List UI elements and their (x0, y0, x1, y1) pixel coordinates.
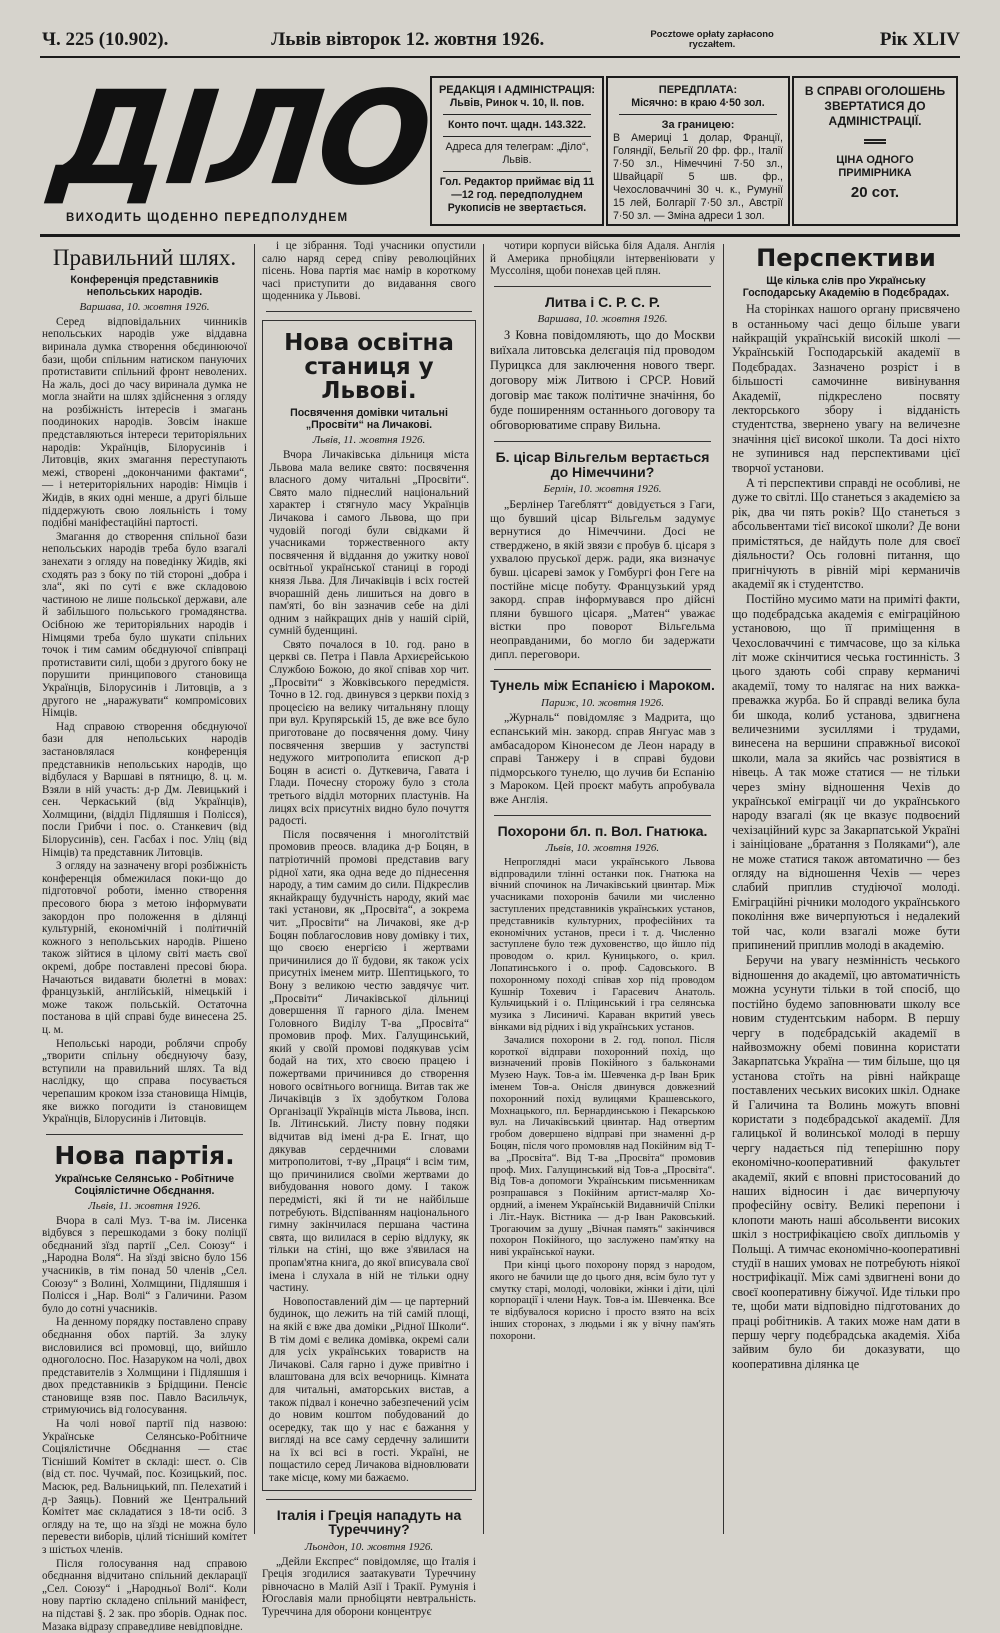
separator (494, 669, 711, 670)
article-paragraph: і це зібрання. Тоді учасники опустили салю наряд серед співу революційних пісень. Нова партія має намір в короткому часі приступити до видавання свого щоденника у Львові. (262, 240, 476, 303)
article-subtitle: Посвячення домівки читальні „Просвіти“ на Личакові. (290, 407, 448, 432)
column-4 (732, 240, 960, 1540)
article-dateline: Париж, 10. жовтня 1926. (541, 696, 664, 709)
separator (494, 815, 711, 816)
article-paragraph: На сторінках нашого органу присвячено в останньому часі дещо більше уваги найкращій українській високій школі — Українській Господарській академії в Подєбрадах. Зазначено розріст і в більшості самочинне вивінування Академії, підкреслено посвяту лекторського збору і відданість студентства, звернено увагу на величезне значіння цієї високої школи. Та досі ніхто не зупинився над перспективами цієї творчої установи. (732, 302, 960, 475)
article-dateline: Варшава, 10. жовтня 1926. (537, 313, 668, 326)
ornament (864, 139, 886, 144)
separator (266, 1499, 472, 1500)
article-subtitle: Ще кілька слів про Українську Господарську Академію в Подєбрадах. (742, 275, 950, 300)
article-paragraph: При кінці цього похорону поряд з народом, якого не бачили ще до цього дня, всім було тут у смутку старі, молоді, чоловіки, жінки і діти, цілі корпорації і члени Наук. Тов-а ім. Шевченка. Все те відбувалося корисно і просто взято на всіх інших сторонах, з людьми і як у вічну пам'ять похорони. (490, 1259, 715, 1342)
article-paragraph: З Ковна повідомляють, що до Москви виїхала литовська делєгація під проводом Пурицкса для заключення нового тверг. договору між Литвою і СРСР. Новий договір має також політичне значіння, бо буде поширенням останнього договору та обговорюватиме справу Вильна. (490, 328, 715, 433)
article-paragraph: Після посвячення і многолітствій промовив преосв. владика д-р Боцян, в патріотичній промові представив вагу рідної хати, яка одна веде до піднесення народу, а тим самим до сили. Підкреслив якнайкращу будучність народу, який має такі установи, як „Просвіта“, а зокрема чит. „Просвіти“ на Личакові, яке д-р Боцян поблагословив нову домівку і тих, що своєю енергією і жертвами причинилися до її будови, як також усіх присутніх іменем митр. Шептицького, то Вону з великою честю завдячує чит. „Просвіти“ Личаківської дільниці довершення її гарного діла. Іменем Головного Виділу Т-ва „Просвіта“ промовив проф. Мих. Галущинський, який у своїй промові подякував усім бодай на тих, хто своєю працею і пожертвами причинився до створення нового освітнього вогнища. Витав так же Личаківців з їх здобутком Голова Організації Українців міста Львова, інсп. Ів. Літинський. Листу повну подяки відчитав від імені д-ра Е. Ігнат, що дякував сердечними словами митрополитові, т-ву „Праця“ і всім тим, що причинилися своїми жертвами до вибудовання нового дому. І також передмісті, які й ти не найбільше потребують. Відспіванням національного гимну закінчилася першана частина свята, що вилилася в серію відлуку, як тільки на стіні, що вже з'явилася на пропам'ятна книга, до якої вписувала свої імена і слухала в ній не тільки одну частину. (269, 828, 469, 1295)
column-2 (262, 240, 476, 1619)
newspaper-logo: ДІЛО (46, 63, 435, 215)
editorial-box (430, 76, 604, 226)
article-paragraph: Після голосування над справою обєднання відчитано спільний декларації „Сел. Союзу“ і „Народньої Волі“. Коли нову партію складено спільний маніфест, на підставі §. 2 зак. про зборів. Однак пос. Мазака відразу справедливе невідповідне. (42, 1557, 247, 1633)
article-paragraph: „Дейли Експрес“ повідомляє, що Італія і Греція згодилися заатакувати Туреччину рівночасно в Малій Азії і Тракії. Румунія і Югославія мали прнобіцяти невтральність. Туреччина для оборони концентрує (262, 1555, 476, 1619)
masthead (40, 63, 960, 232)
divider (443, 136, 591, 137)
column-rule (254, 244, 255, 1534)
column-3 (490, 240, 715, 1540)
editorial-manuscripts: Рукописів не звертається. (447, 202, 587, 214)
article-paragraph: Серед відповідальних чинників непольських народів уже віддавна виринала думка створення обєдинюючої бази, щоби спільним натиском пануючих протиставити спільний фронт неволених. На жаль, досі до часу виринала думка не могла знайти на шлях здійснення з огляду на розбіжність інтересів і змагань поодиноких народів. Зовсім інакше представляються інтереси територіяльних народів: Українців, Білорусинів і Литовців, яких змагання переступають межі, створені „докончаними фактами“, — і нетериторіяльних народів: Німців і Жидів, в яких одні менше, а другі більше піддержують свою лояльність і тому подібні маніфестаційні партості. (42, 315, 247, 530)
article-paragraph: Новопоставлений дім — це партерний будинок, що лежить на тій самій площі, на якій є вже два доміки „Рідної Школи“. В тім домі є велика домівка, окремі сали для усіх українських товариств на Личакові. Саля гарно і дуже привітно і влаштована для всіх вечорниць. Кімната для читальні, аматорських вистав, а також підвал і конечно забезпечений усім до новим коштом побудований до осередку, так що у нас є бажання у вигляді на все саму сердечну залишити на їх всі всі в гості. Україні, не пощастило серед Личакова відновлювати таке місце, кому ми бажаємо. (269, 1295, 469, 1485)
article-dateline: Берлін, 10. жовтня 1926. (543, 483, 662, 496)
postage-note: Pocztowe opłaty zapłacono ryczałtem. (650, 29, 774, 50)
editorial-address: Львів, Ринок ч. 10, II. пов. (449, 97, 585, 109)
separator (494, 286, 711, 287)
editorial-account: Конто почт. щадн. 143.322. (448, 119, 586, 131)
article-title: Литва і С. Р. С. Р. (544, 293, 661, 310)
issue-number: Ч. 225 (10.902). (42, 29, 169, 50)
article-paragraph: „Берлінер Тагеблятт“ довідується з Гаги, що бувший цісар Вільгельм задумує вернутися до Німеччини. Досі не стверджено, в якій звязи є пробув б. цісаря з ухвалою пруської держ. ради, яка визначує бувш. цісареві замок у Гомбургі фон Геге на постійне місце побуту. Французький уряд закорд. справ інформувався про дійсні пляни бувшого цісаря. „Матен“ уважає вістки про поворот Вільгельма неоправданими, бо могло би задержати дипл. переговори. (490, 497, 715, 661)
divider (619, 114, 777, 115)
article-paragraph: Постійно мусимо мати на приміті факти, що подєбрадська академія є еміграційною установою, що її приміщення в Чехословаччині є тимчасове, що за кілька літ може скінчитися чеська гостинність. З цього здають собі справу керманичі академії, тому то налягає на них важка-преважка журба. Бо й справді велика була би шкода, колиб установа, здвигнена величезними зусиллями і трудами, винесена на вершини справжньої високої школи, мала за якийсь час розвіятися в нівець. А так може статися — не тільки через зміну відношення Чехів до української еміграції чи до українського народу взагалі (як це вказує подвоєний чехізаційний курс за Закарпатськой Україні і заініціоване „братання з Поляками“), але не може статися також автоматично — без огляду на відношення Чехів — через слабий приплив студіючої молоді. Еміграційні річники молодого українського покоління вже вичерпуються і недалекий той час, коли взагалі може бути припинений приплив молоді в академію. (732, 592, 960, 953)
article-dateline: Варшава, 10. жовтня 1926. (79, 301, 210, 314)
article-title: Нова освітна станиця у Львові. (284, 329, 454, 405)
subscription-abroad-text: В Америці 1 долар, Франції, Голяндії, Бельгії 20 фр. фр., Італії 7·50 зл., Німеччині 7·50 зл., Швайцарії 5 шв. фр., Чехословаччині 30 ч. к., Румунії 15 лей, Болгарії 7·50 зл., Австрії 7·50 зл. — Зміна адреси 1 зол. (613, 132, 783, 222)
separator (266, 311, 472, 312)
advertising-box (792, 76, 958, 226)
article-subtitle: Конференція представників непольських народів. (70, 274, 219, 299)
editorial-heading: РЕДАКЦІЯ І АДМІНІСТРАЦІЯ: (438, 84, 596, 96)
article-title: Італія і Греція нападуть на Туреччину? (276, 1506, 462, 1538)
subscription-monthly: Місячно: в краю 4·50 зол. (631, 97, 765, 109)
divider (443, 114, 591, 115)
article-paragraph: Непроглядні маси українського Львова відпровадили тлінні останки пок. Гнатюка на вічний спочинок на Личаківський цвинтар. Між учасниками похоронів бачили ми численно заступлених представників українських установ, представників культурних, професійних та економічних установ, преси і т. д. Численно заступлене було теж духовенство, що йшло під проводом о. крил. Куницького, о. крил. Лопатинського і о. проф. Садовського. В похоронному поході співав хор під проводом Кушнір Тохевич і Гарасевич Анатоль. Кульчицький і о. Пліцинський і гра селянська музика з Лисиничі. Караван вкритий увесь вінками від рідних і від українських установ. (490, 856, 715, 1034)
article-paragraph: „Журналь“ повідомляє з Мадрита, що еспанський мін. закорд. справ Янгуас мав з амбасадором Кінонесом де Леон нараду в справі Танжеру і в справі будови підморського тунелю, що лучив би Еспанію з Мароком. Цей проєкт мабуть апробувала вже Англія. (490, 710, 715, 806)
article-paragraph: Свято почалося в 10. год. рано в церкві св. Петра і Павла Архиєрейською Службою Божою, до якої співав хор чит. „Просвіти“ з Жовківського передмістя. Точно в 12. год. двинувся з церкви похід з процесією на велику читальняну площу при вул. Крупярській 15, де вже все було приготоване до посвячення дому. Чину посвячення звершив у заступстві недужого митрополита епископ д-р Боцян в асисті о. Дуткевича, Гавата і Глади. Почесну сторожу було з стола третього відділ моторних пластунів. На лицях всіх присутніх видно було почуття радості. (269, 638, 469, 828)
article-paragraph: З огляду на зазначену вгорі розбіжність конференція обмежилася поки-що до підготовчої роботи, іменно створення пресового бюра з метою інформувати закордон про положення в ділянці культурній, економічній і політичній кожного з непольських народів. Рішено також зійтися в цілому світі маєть свої окремі, добре поставлені пресові бюра. Начаються видавати бюлетні в мовах: французькій, англійській, німецькій і може також польській. Остаточна постанова в цій справі буде винесена 25. ц. м. (42, 860, 247, 1036)
separator (46, 1134, 243, 1135)
article-title: Перспективи (756, 244, 936, 272)
article-paragraph: Над справою створення обєднуючої бази для непольських народів застановлялася конференція представників непольських народів, що відбулася у Варшаві в пятницю, 8. ц. м. Взяли в ній участь: д-р Дм. Левицький і сен. Черкаський (від Українців), Холмщини, (відділ Підляшшя і Полісся), посли Грибчи і пос. о. Станкевич (від Білорусинів), сен. Гасбах і пос. Уліц (від Німців) та представник Литовців. (42, 720, 247, 859)
column-rule (723, 244, 724, 1534)
column-rule (483, 244, 484, 1534)
divider (443, 171, 591, 172)
article-title: Тунель між Еспанією і Мароком. (490, 677, 715, 694)
separator (494, 441, 711, 442)
article-paragraph: Вчора Личаківська дільниця міста Львова мала велике свято: посвячення власного дому читальні „Просвіти“. Свято мало піднеслий національний характер і стягнуло масу Українців Личакова і самого Львова, що при чудовій погоді були свідками й учасниками торжественного акту посвячення й віддання до ужитку нової освітньої української станиці в городі князя Льва. Для Личаківців і всіх гостей вчорашній день лишиться на довго в пам'яті, бо він зазначив себе на ділі одним з найкращих днів у нашій сірій, сумній буденщині. (269, 448, 469, 638)
editorial-telegram: Адреса для телеграм: „Діло“, Львів. (445, 141, 589, 166)
article-dateline: Львів, 10. жовтня 1926. (545, 842, 660, 855)
article-title: Нова партія. (54, 1140, 235, 1170)
article-paragraph: Беручи на увагу незмінність чеського відношення до академії, цю автоматичність можна усунути тільки в той спосіб, що постійно будемо заповнювати школу все новим студентським наборм. В першу чергу в подєбрадській академії в найвозможну обемі повинна користати Закарпатська Україна — тим більше, що ця установа стоїть на рівні найкраще поставлених чеських високих шкіл. Однаке й Галичина та Волинь можуть вповні користати з подєбрадської академії. Для галицької й волинської молоді в першу чергу надається під теперішню пору економічно-кооперативний факультет академії, який є вповні пристосований до наших відносин і дає вичерпуючу професійну освіту. Великі перепони і клопоти мають наші абсольвенти високих шкіл з нострифікацією своїх дипльомів у Польщі. А тимчас економічно-кооперативні студії в наших умовах не потребують ніякої нострифікації. Між самі здвигнені вони до своєї кооперативну біжучої. Иде тільки про те, щоби мати відповідно підготованих до праці робітників. А таких може нам дати в першу чергу подєбрадська академія. Хіба зайвим було би доказувати, що кооперативна ділянка це (732, 953, 960, 1371)
subscription-abroad-heading: За границею: (661, 119, 735, 131)
article-title: Б. цісар Вільгельм вертається до Німеччини? (495, 449, 710, 480)
article-paragraph: Вчора в салі Муз. Т-ва ім. Лисенка відбувся з перешкодами з боку поліції обєднаний зїзд партії „Сел. Союзу“ і „Народна Воля“. На зїзді звісно було 156 учасників, в тім понад 50 членів „Сел. Союзу“ з Волині, Холмщини, Підляшшя і Полісся і „Нар. Волі“ з Галичини. Разом було до сотні учасників. (42, 1214, 247, 1315)
article-paragraph: Змагання до створення спільної бази непольських народів треба було взагалі занехати з огляду на поведінку Жидів, які сходять раз з боку по тій стороні „добра і зла“, які по суті є вже складовою частиною не лише польської держави, але й забільшого польського громадянства. Осібною же територіяльних народів і Німцями треба було шукати спільних точок і тим самим обєднуючої співпраці протиставити силі, щоби з другого боку не порушити принципового становища Українців, Білорусинів і Литовців, а з другого не „наражувати“ компромісових Німців. (42, 530, 247, 720)
article-subtitle: Українське Селянсько - Робітниче Соціялістичне Обєднання. (55, 1172, 234, 1197)
article-dateline: Львів, 11. жовтня 1926. (312, 434, 426, 447)
dateline-bar (42, 26, 960, 54)
subscription-box (606, 76, 790, 226)
article-title: Похорони бл. п. Вол. Гнатюка. (497, 822, 708, 839)
article-frame (262, 320, 476, 1491)
editorial-hours: Гол. Редактор приймає від 11—12 год. передполуднем (439, 176, 595, 201)
ads-text: В СПРАВІ ОГОЛОШЕНЬ ЗВЕРТАТИСЯ ДО АДМІНІСТРАЦІЇ. (804, 84, 946, 128)
logo-subtitle: ВИХОДИТЬ ЩОДЕННО ПЕРЕДПОЛУДНЕМ (66, 212, 349, 224)
masthead-rule (40, 234, 960, 237)
article-paragraph: На денному порядку поставлено справу обєднання обох партій. За злуку висловилися всі промовці, що, вийшло одноголосно. Пос. Назаруком на чолі, двох представителів з Холмщини і Підляшшя і двох представників з Брідщини. Пенсіє становище взяв пос. Павло Васильчук, стримуючись від голосування. (42, 1316, 247, 1417)
article-dateline: Льондон, 10. жовтня 1926. (304, 1541, 434, 1554)
column-1 (42, 240, 247, 1633)
subscription-heading: ПЕРЕДПЛАТА: (658, 84, 738, 96)
price-label: ЦІНА ОДНОГО ПРИМІРНИКА (836, 154, 914, 179)
date-place: Львів вівторок 12. жовтня 1926. (271, 29, 545, 50)
top-rule (40, 56, 960, 58)
article-title: Правильний шлях. (52, 245, 237, 270)
article-paragraph: На чолі нової партії під назвою: Українське Селянсько-Робітниче Соціялістичне Обєднання — стає Тісніший Комітет в складі: шест. о. Сів (від ст. пос. Чучмай, пос. Козицький, пос. Масюк, ред. Вальницький, пп. Пелехатий і д-р Заяць). Повний же Центральний Комітет має складатися з 18-ти осіб. З огляду на те, що на зїзді не можна було перевести виборів, цілий тісніший комітет з шістьох членів. (42, 1418, 247, 1557)
year-volume: Рік XLIV (879, 29, 960, 50)
article-paragraph: чотири корпуси війська біля Адаля. Англія й Америка прнобіцяли інтервеніювати у Муссоліня, щоби понехав цей плян. (490, 240, 715, 278)
price-value: 20 сот. (850, 184, 900, 201)
article-dateline: Львів, 11. жовтня 1926. (88, 1199, 201, 1212)
article-paragraph: А ті перспективи справді не особливі, не дуже то світлі. Що станеться з академією за рік, два чи пять років? Що станеться з абсольвентами тієї високої школи? Де вони примістяться, де найдуть поле для своєї діяльности? Ось головні питання, що пригнічують в рівній мірі керманичів академії як і студентство. (732, 476, 960, 591)
article-paragraph: Зачалися похорони в 2. год. попол. Після короткої відправи похоронний похід, що визначений провів Покійного з бальконами Музею Наук. Тов-а ім. Шевченка д-р Іван Брик іменем Тов-а. Онісля двинувся довжезний похоронний похід вулицями Крашевського, Мохнацького, пл. Бернардинською і Пекарською вул. на Личаківський цвинтар. Над отвертим гробом довершено відправі при знаменні д-р Боцян, після чого промовляв над Покійним від Т-ва „Просвіта“. Від Т-ва „Просвіта“ промовив проф. Мих. Галущинський від Тов-а „Просвіта“. Від Тов-а допомоги Українським письменникам розпрашався з Покійним артист-маляр Хо-ордний, а іменем Українській Видавничій Спілки і Літ.-Наук. Вістника — д-р Іван Раковський. Трогаючим за душу „Вічная память“ закінчився похорон Покійного, що заслужено пам'ятку на ниві української науки. (490, 1034, 715, 1259)
article-paragraph: Непольські народи, роблячи спробу „творити спільну обєднуючу базу, вступили на правильний шлях. Та від наслідку, що справа посувається черепашим кроком ізза становища Німців, яке вижко погодити із становищем Українців, Білорусинів і Литовців. (42, 1037, 247, 1126)
